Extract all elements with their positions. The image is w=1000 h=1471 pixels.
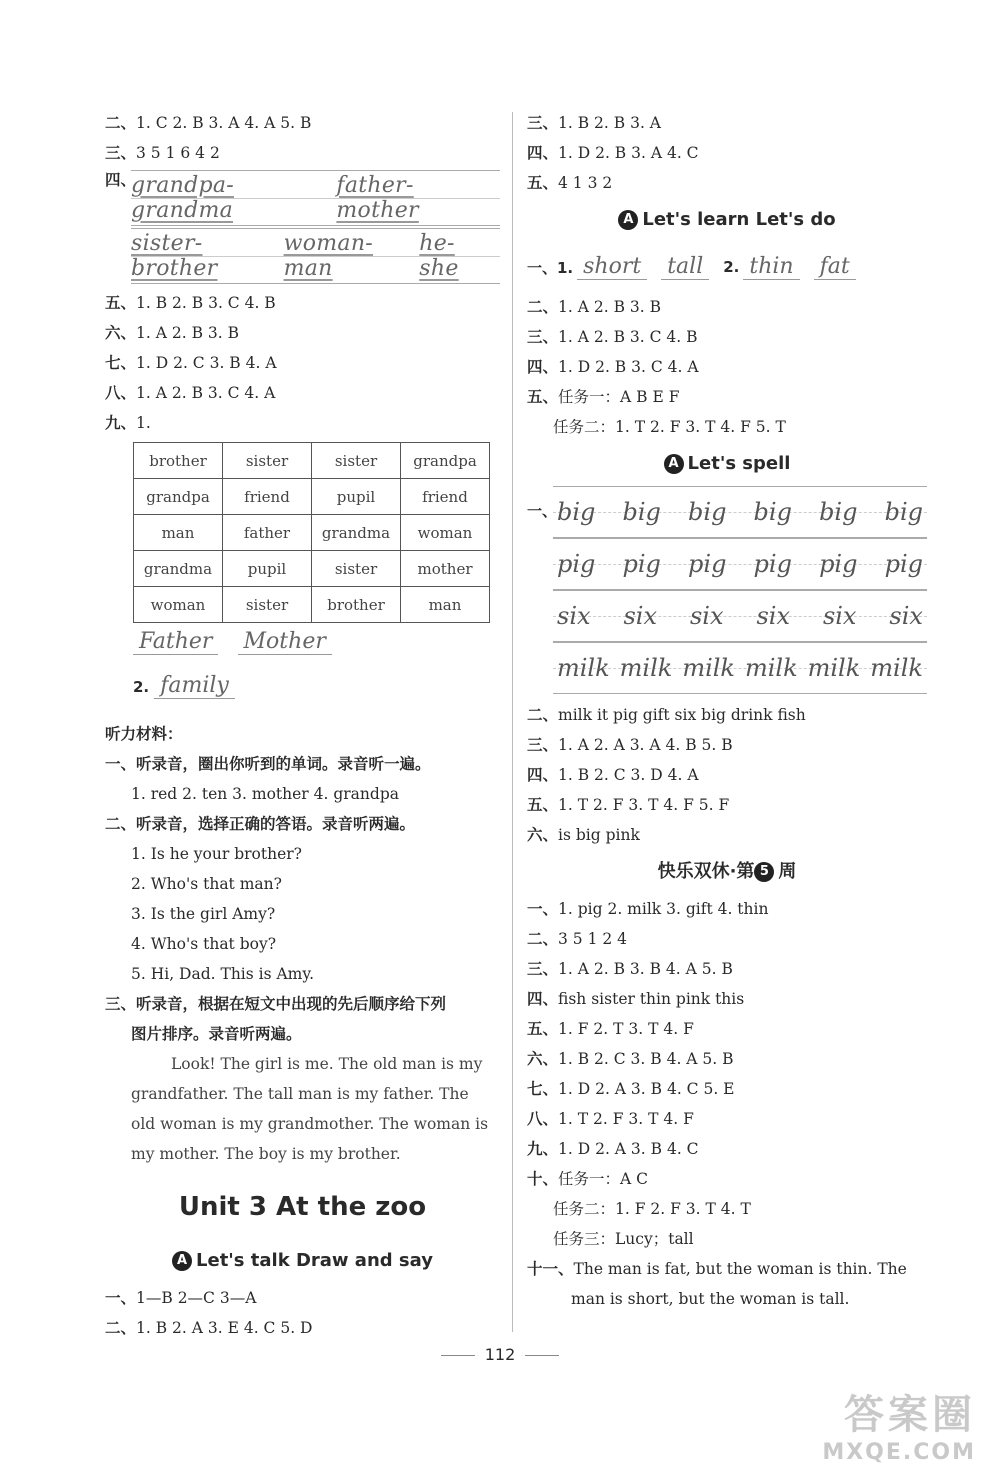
grid-cell: man: [134, 515, 223, 551]
grid-row: [134, 515, 490, 551]
spell-word: milk: [870, 654, 923, 682]
spell-row: [553, 590, 927, 642]
grid-row: [134, 479, 490, 515]
page-footer: [0, 1345, 1000, 1364]
answer-line: [527, 322, 927, 352]
answer-line: [527, 790, 927, 820]
spell-word: big: [753, 498, 792, 526]
spell-word: milk: [682, 654, 735, 682]
handwriting-word: grandpa-grandma: [131, 173, 235, 223]
spell-word: six: [756, 602, 790, 630]
spell-word: big: [688, 498, 727, 526]
question-number: 三、: [527, 114, 559, 132]
q11: 十一、The man is fat, but the woman is thin. The: [527, 1260, 907, 1278]
answer-line: [105, 378, 500, 408]
answer-text: 1. A 2. B 3. B: [136, 324, 239, 342]
question-number: 三、: [527, 960, 559, 978]
question-number: 四、: [527, 766, 559, 784]
answer-line: [105, 1313, 500, 1343]
answer-word: family: [154, 673, 235, 699]
left-column: [105, 108, 500, 1343]
page-number: 112: [484, 1345, 516, 1364]
column-divider: [512, 112, 513, 1332]
answer-text: 1. T 2. F 3. T 4. F: [558, 1110, 694, 1128]
question-number: 三、: [105, 144, 137, 162]
task10-3: 任务三：Lucy；tall: [553, 1230, 694, 1248]
question-number: 二、: [527, 930, 559, 948]
answer-line: [105, 288, 500, 318]
question-number: 四、: [527, 990, 559, 1008]
listening-item: 5. Hi, Dad. This is Amy.: [131, 965, 315, 983]
question-number: 五、: [527, 388, 559, 406]
handwriting-word: sister-brother: [131, 231, 218, 281]
listening-q2: 二、听录音，选择正确的答语。录音听两遍。: [105, 815, 416, 833]
answer-line: [527, 352, 927, 382]
answer-text: is big pink: [558, 826, 640, 844]
watermark: [822, 1383, 976, 1465]
section-lets-talk: A Let's talk Draw and say: [105, 1239, 500, 1283]
answer-line: [527, 1014, 927, 1044]
grid-cell: sister: [223, 587, 312, 623]
grid-cell: grandma: [134, 551, 223, 587]
spell-row: [553, 486, 927, 538]
handwriting-word: he-she: [419, 231, 459, 281]
spell-word: pig: [753, 550, 792, 578]
answer-text: 1. B 2. C 3. D 4. A: [558, 766, 699, 784]
answer-line: [105, 108, 500, 138]
answer-word: Father: [133, 629, 218, 655]
spell-word: big: [557, 498, 596, 526]
question-number: 五、: [527, 174, 559, 192]
question-number: 二、: [527, 706, 559, 724]
handwriting-word: father-mother: [336, 173, 419, 223]
q11-cont: man is short, but the woman is tall.: [571, 1290, 850, 1308]
question-number: 二、: [105, 1319, 137, 1337]
grid-cell: grandpa: [401, 443, 490, 479]
answer-line: [527, 700, 927, 730]
listening-q3: 三、听录音，根据在短文中出现的先后顺序给下列: [105, 995, 447, 1013]
answer-text: 1. B 2. B 3. C 4. B: [136, 294, 276, 312]
grid-cell: woman: [134, 587, 223, 623]
answer-text: 任务一：A C: [558, 1170, 648, 1188]
answer-text: 1. B 2. A 3. E 4. C 5. D: [136, 1319, 313, 1337]
grid-cell: friend: [401, 479, 490, 515]
question-number: 六、: [527, 826, 559, 844]
answer-line: [527, 984, 927, 1014]
question-number: 五、: [527, 1020, 559, 1038]
listening-item: 1. Is he your brother?: [131, 845, 302, 863]
spell-word: pig: [884, 550, 923, 578]
spell-row: [553, 538, 927, 590]
spell-block: 一、 big big big big big big pig pig pig pig pig pig six six six six six six milk milk milk milk milk milk: [527, 486, 927, 694]
learn-q1: 一、1. short tall 2. thin fat: [527, 242, 927, 292]
grid-cell: man: [401, 587, 490, 623]
answer-text: fish sister thin pink this: [558, 990, 745, 1008]
answer-text: 1. B 2. C 3. B 4. A 5. B: [558, 1050, 734, 1068]
question-number: 三、: [527, 736, 559, 754]
question-number: 二、: [105, 114, 137, 132]
question-number: 十、: [527, 1170, 559, 1188]
question-number: 五、: [527, 796, 559, 814]
grid-cell: pupil: [223, 551, 312, 587]
answer-line: [527, 820, 927, 850]
listening-passage: Look! The girl is me. The old man is my grandfather. The tall man is my father. The old woman is my grandmother. The woman is my mother. The boy is my brother.: [131, 1055, 489, 1163]
answer-text: 3 5 1 2 4: [558, 930, 628, 948]
answer-line: [527, 954, 927, 984]
grid-row: [134, 443, 490, 479]
question-number: 五、: [105, 294, 137, 312]
spell-word: six: [623, 602, 658, 630]
task10-2: 任务二：1. F 2. F 3. T 4. T: [553, 1200, 751, 1218]
week-number-badge: 5: [754, 862, 774, 882]
answer-word: tall: [661, 254, 709, 280]
grid-cell: woman: [401, 515, 490, 551]
answer-text: milk it pig gift six big drink fish: [558, 706, 806, 724]
answer-text: 任务一：A B E F: [558, 388, 680, 406]
answer-line: [105, 138, 500, 168]
q4-label: 四、: [105, 171, 137, 189]
answer-text: 1.: [136, 414, 151, 432]
handwriting-word: woman-man: [283, 231, 374, 281]
answer-text: 1. D 2. B 3. A 4. C: [558, 144, 699, 162]
spell-word: pig: [622, 550, 661, 578]
section-badge-icon: A: [172, 1251, 192, 1271]
answer-text: 3 5 1 6 4 2: [136, 144, 220, 162]
grid-cell: mother: [401, 551, 490, 587]
answer-text: 1. A 2. B 3. C 4. B: [558, 328, 698, 346]
q4-row-1: [131, 170, 500, 226]
answer-line: [527, 1164, 927, 1194]
weekend-title: 快乐双休·第 5 周: [657, 861, 797, 882]
answer-text: 1. A 2. B 3. C 4. A: [136, 384, 276, 402]
section-lets-spell: A Let's spell: [527, 442, 927, 486]
grid-cell: brother: [312, 587, 401, 623]
word-grid: [133, 442, 490, 623]
answer-line: [527, 730, 927, 760]
task-2: 任务二：1. T 2. F 3. T 4. F 5. T: [553, 418, 786, 436]
question-number: 七、: [105, 354, 137, 372]
section-badge-icon: A: [618, 210, 638, 230]
answer-line: [527, 382, 927, 412]
question-number: 九、: [105, 414, 137, 432]
grid-cell: friend: [223, 479, 312, 515]
answer-line: [105, 318, 500, 348]
spell-word: big: [622, 498, 661, 526]
answer-line: [527, 1134, 927, 1164]
grid-cell: sister: [312, 551, 401, 587]
question-number: 一、: [105, 1289, 137, 1307]
grid-cell: grandpa: [134, 479, 223, 515]
answer-line: [105, 408, 500, 438]
listening-item: 4. Who's that boy?: [131, 935, 277, 953]
right-column: [527, 108, 927, 1314]
spell-word: pig: [819, 550, 858, 578]
answer-line: [527, 1104, 927, 1134]
answer-word: fat: [814, 254, 856, 280]
grid-answers: [133, 629, 500, 673]
answer-text: 1. A 2. B 3. B: [558, 298, 661, 316]
spell-word: milk: [807, 654, 861, 682]
answer-line: [527, 108, 927, 138]
question-number: 三、: [527, 328, 559, 346]
spell-word: pig: [688, 550, 727, 578]
answer-line: [527, 760, 927, 790]
listening-q1-answers: 1. red 2. ten 3. mother 4. grandpa: [131, 785, 399, 803]
answer-text: 1. A 2. B 3. B 4. A 5. B: [558, 960, 733, 978]
answer-text: 1. B 2. B 3. A: [558, 114, 661, 132]
question-number: 八、: [105, 384, 137, 402]
spell-word: pig: [557, 550, 596, 578]
grid-cell: grandma: [312, 515, 401, 551]
answer-text: 1. A 2. A 3. A 4. B 5. B: [558, 736, 733, 754]
answer-text: 1. D 2. A 3. B 4. C 5. E: [558, 1080, 735, 1098]
answer-text: 1. D 2. A 3. B 4. C: [558, 1140, 699, 1158]
watermark-url: MXQE.COM: [822, 1440, 976, 1465]
answer-text: 4 1 3 2: [558, 174, 613, 192]
answer-text: 1. F 2. T 3. T 4. F: [558, 1020, 694, 1038]
answer-line: [527, 924, 927, 954]
grid-cell: sister: [223, 443, 312, 479]
spell-word: milk: [744, 654, 798, 682]
answer-line: [105, 348, 500, 378]
grid-row: [134, 551, 490, 587]
spell-word: six: [822, 602, 857, 630]
answer-line: [527, 1074, 927, 1104]
question-number: 六、: [105, 324, 137, 342]
question-number: 九、: [527, 1140, 559, 1158]
grid-cell: pupil: [312, 479, 401, 515]
grid-cell: sister: [312, 443, 401, 479]
section-lets-learn: A Let's learn Let's do: [527, 198, 927, 242]
answer-line: [527, 168, 927, 198]
spell-word: big: [819, 498, 858, 526]
answer-text: 1. C 2. B 3. A 4. A 5. B: [136, 114, 312, 132]
spell-word: six: [557, 602, 591, 630]
question-number: 四、: [527, 144, 559, 162]
answer-line: [527, 138, 927, 168]
answer-line: [105, 1283, 500, 1313]
answer-word: Mother: [238, 629, 332, 655]
question-number: 八、: [527, 1110, 559, 1128]
listening-item: 3. Is the girl Amy?: [131, 905, 276, 923]
spell-word: milk: [557, 654, 610, 682]
grid-cell: brother: [134, 443, 223, 479]
spell-word: six: [889, 602, 923, 630]
answer-line: [527, 1044, 927, 1074]
question-number: 一、: [527, 900, 559, 918]
section-badge-icon: A: [664, 454, 684, 474]
grid-cell: father: [223, 515, 312, 551]
answer-text: 1. D 2. B 3. C 4. A: [558, 358, 699, 376]
spell-word: milk: [619, 654, 673, 682]
answer-line: [527, 894, 927, 924]
spell-word: big: [884, 498, 923, 526]
unit-title: Unit 3 At the zoo: [178, 1192, 427, 1222]
spell-word: six: [689, 602, 724, 630]
q4-row-2: [131, 228, 500, 284]
question-number: 二、: [527, 298, 559, 316]
question-number: 四、: [527, 358, 559, 376]
answer-text: 1. T 2. F 3. T 4. F 5. F: [558, 796, 730, 814]
q9-2: 2. family: [133, 673, 500, 719]
grid-row: [134, 587, 490, 623]
answer-text: 1—B 2—C 3—A: [136, 1289, 257, 1307]
answer-word: short: [577, 254, 647, 280]
listening-title: 听力材料：: [105, 725, 183, 743]
answer-text: 1. pig 2. milk 3. gift 4. thin: [558, 900, 769, 918]
listening-item: 2. Who's that man?: [131, 875, 282, 893]
answer-word: thin: [743, 254, 799, 280]
watermark-logo: 答案圈: [844, 1392, 976, 1438]
answer-line: [527, 292, 927, 322]
question-number: 六、: [527, 1050, 559, 1068]
listening-q1: 一、听录音，圈出你听到的单词。录音听一遍。: [105, 755, 431, 773]
listening-q3-cont: 图片排序。录音听两遍。: [131, 1025, 302, 1043]
spell-row: [553, 642, 927, 694]
answer-text: 1. D 2. C 3. B 4. A: [136, 354, 277, 372]
question-number: 七、: [527, 1080, 559, 1098]
